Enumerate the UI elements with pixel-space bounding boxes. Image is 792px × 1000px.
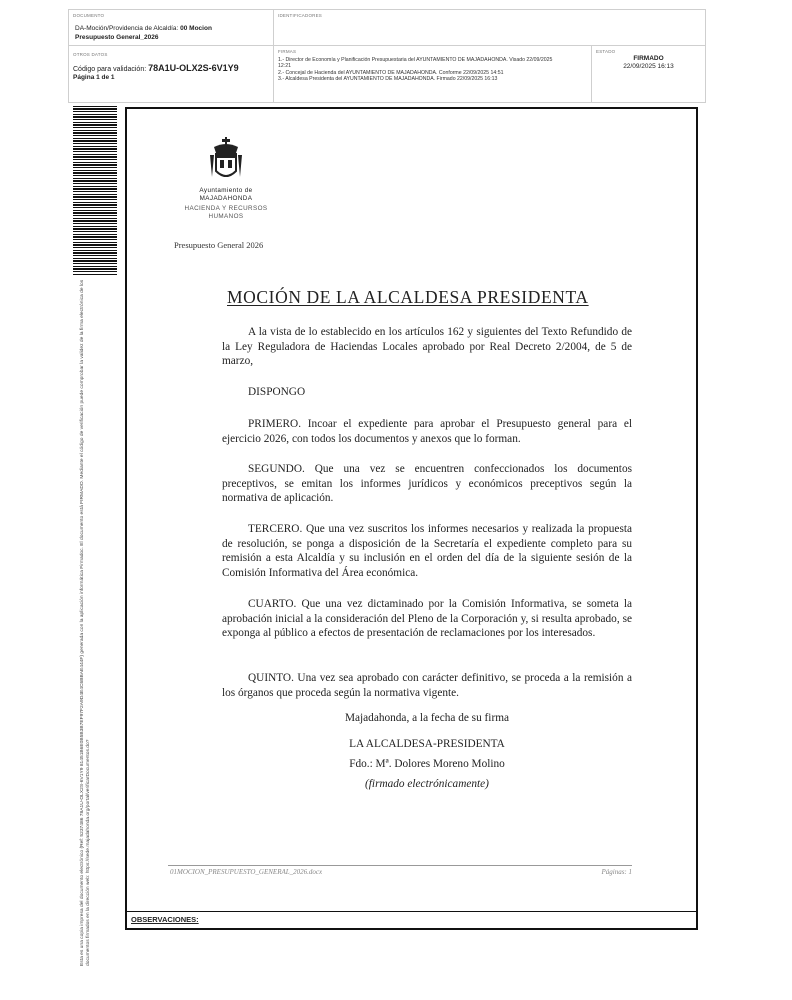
codigo-validacion: Código para validación: 78A1U-OLX2S-6V1Y9 bbox=[73, 63, 239, 73]
segundo-paragraph: SEGUNDO. Que una vez se encuentren confeccionados los documentos preceptivos, se emitan los informes jurídicos y económicos preceptivos según la normativa de aplicación. bbox=[222, 463, 632, 505]
page-count: Página 1 de 1 bbox=[73, 74, 115, 81]
coat-of-arms-icon bbox=[170, 137, 282, 189]
firma-line: 12:21 bbox=[278, 63, 291, 70]
codigo-value[interactable]: 78A1U-OLX2S-6V1Y9 bbox=[148, 63, 239, 73]
firmas-cell bbox=[274, 46, 592, 102]
otros-datos-cell bbox=[69, 46, 274, 102]
closing-role: LA ALCALDESA-PRESIDENTA bbox=[349, 738, 505, 750]
estado-date: 22/09/2025 16:13 bbox=[623, 63, 674, 70]
dispongo-heading: DISPONGO bbox=[248, 386, 306, 398]
estado-value: FIRMADO bbox=[633, 55, 664, 62]
firmas-list bbox=[278, 57, 552, 83]
firmas-label: FIRMAS bbox=[278, 49, 297, 54]
document-subheading: Presupuesto General 2026 bbox=[174, 240, 264, 250]
observaciones-label: OBSERVACIONES: bbox=[131, 915, 199, 924]
closing-signer: Fdo.: Mª. Dolores Moreno Molino bbox=[349, 758, 505, 770]
footer-divider bbox=[168, 865, 632, 866]
logo-line-3: HACIENDA Y RECURSOS bbox=[184, 205, 268, 212]
closing-place: Majadahonda, a la fecha de su firma bbox=[344, 712, 510, 724]
estado-cell bbox=[592, 46, 705, 102]
footer-pages: Páginas: 1 bbox=[601, 868, 632, 876]
firma-line: 2.- Concejal de Hacienda del AYUNTAMIENTO DE MAJADAHONDA. Conforme 22/09/2025 14:51 bbox=[278, 69, 504, 76]
logo-line-4: HUMANOS bbox=[208, 213, 244, 220]
estado-label: ESTADO bbox=[596, 49, 616, 54]
observaciones-box bbox=[127, 911, 696, 928]
firma-line: 3.- Alcaldesa Presidenta del AYUNTAMIENTO DE MAJADAHONDA. Firmado 22/09/2025 16:13 bbox=[278, 76, 498, 83]
documento-cell bbox=[69, 10, 274, 46]
identificadores-label: IDENTIFICADORES bbox=[278, 13, 323, 18]
quinto-paragraph: QUINTO. Una vez sea aprobado con carácter definitivo, se proceda a la remisión a los órganos que proceda según la normativa vigente. bbox=[222, 672, 632, 699]
cuarto-paragraph: CUARTO. Que una vez dictaminado por la Comisión Informativa, se someta la aprobación inicial a la consideración del Pleno de la Corporación y, si resulta aprobado, se exponga al público a efectos de presentación de reclamaciones por los interesados. bbox=[222, 598, 632, 640]
otros-datos-label: OTROS DATOS bbox=[73, 52, 108, 57]
logo-line-2: MAJADAHONDA bbox=[199, 195, 253, 202]
barcode bbox=[73, 106, 117, 276]
documento-label: DOCUMENTO bbox=[73, 13, 105, 18]
identificadores-cell bbox=[274, 10, 705, 46]
verification-side-text: Esta es una copia impresa del documento electrónico (Ref: 5237486 78A1U-OLX2S-6V1Y9 81451B6E0B5B3B7EF97F2A9D4E4C6BBAE444F) generada con la aplicación informática Firmadoc. El documento está FIRMADO. Mediante el código de verificación puede comprobar la validez de la firma electrónica de los documentos firmados en la dirección web: https://sede.majadahonda.org/portal/verificarDocumentos.do? bbox=[80, 279, 92, 966]
document-header-table bbox=[68, 9, 706, 103]
closing-note: (firmado electrónicamente) bbox=[365, 778, 489, 790]
ayuntamiento-logo bbox=[170, 137, 282, 232]
footer-filename: 01MOCION_PRESUPUESTO_GENERAL_2026.docx bbox=[170, 868, 323, 876]
intro-paragraph: A la vista de lo establecido en los artículos 162 y siguientes del Texto Refundido de la Ley Reguladora de Haciendas Locales aprobado por Real Decreto 2/2004, de 5 de marzo, bbox=[222, 326, 632, 368]
documento-value: DA-Moción/Providencia de Alcaldía: 00 Mocion Presupuesto General_2026 bbox=[75, 25, 212, 41]
tercero-paragraph: TERCERO. Que una vez suscritos los informes necesarios y realizada la propuesta de resolución, se ponga a disposición de la Secretaría el expediente completo para su remisión a esta Alcaldía y su inclusión en el orden del día de la siguiente sesión de la Comisión Informativa del Área económica. bbox=[222, 523, 632, 579]
firma-line: 1.- Director de Economía y Planificación Presupuestaria del AYUNTAMIENTO DE MAJADAHONDA. Visado 22/09/2025 bbox=[278, 57, 553, 63]
primero-paragraph: PRIMERO. Incoar el expediente para aprobar el Presupuesto general para el ejercicio 2026, con todos los documentos y anexos que lo forman. bbox=[222, 418, 632, 445]
logo-line-1: Ayuntamiento de bbox=[199, 187, 253, 194]
document-title: MOCIÓN DE LA ALCALDESA PRESIDENTA bbox=[227, 287, 589, 307]
